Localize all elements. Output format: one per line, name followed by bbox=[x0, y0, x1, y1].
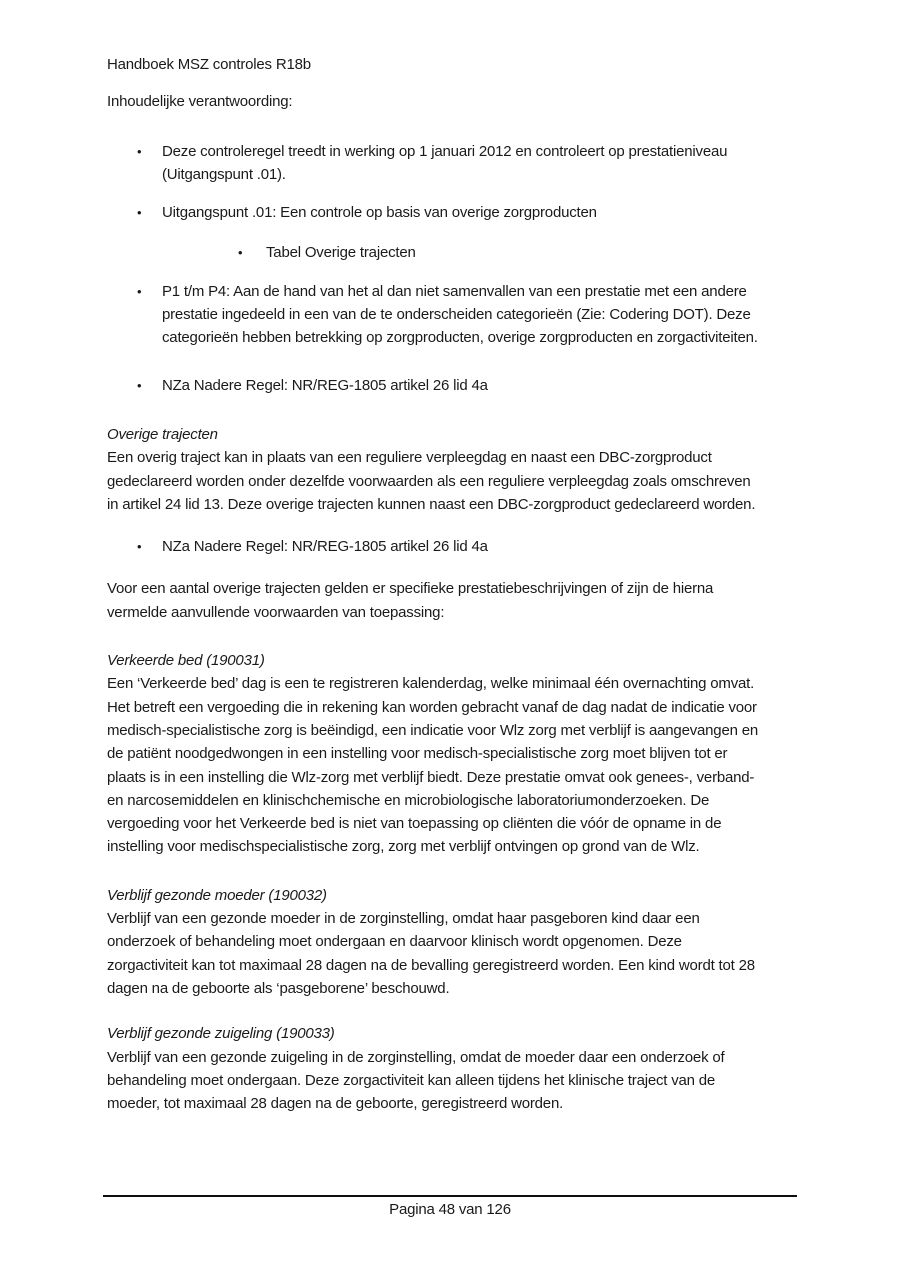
page-footer bbox=[103, 1195, 797, 1221]
section-heading-overige-trajecten: Overige trajecten bbox=[107, 425, 218, 443]
paragraph-voorwaarden: Voor een aantal overige trajecten gelden er specifieke prestatiebeschrijvingen of zijn de hierna vermelde aanvullende voorwaarden van toepassing: bbox=[107, 580, 714, 621]
page-header-title: Handboek MSZ controles R18b bbox=[107, 56, 311, 73]
bullet-text: NZa Nadere Regel: NR/REG-1805 artikel 26 lid 4a bbox=[162, 538, 488, 556]
paragraph-verkeerde-bed: Een ‘Verkeerde bed’ dag is een te registreren kalenderdag, welke minimaal één overnachting omvat. Het betreft een vergoeding die in rekening kan worden gebracht vanaf de dag nadat de indicatie voor medisch-specialistische zorg is beëindigd, een indicatie voor Wlz zorg met verblijf is aangevangen en de patiënt noodgedwongen in een instelling voor medisch-specialistische zorg moet blijven tot er plaats is in een instelling die Wlz-zorg met verblijf biedt. Deze prestatie omvat ook genees-, verband- en narcosemiddelen en klinischchemische en microbiologische laboratoriumonderzoeken. De vergoeding voor het Verkeerde bed is niet van toepassing op cliënten die vóór de opname in de instelling voor medischspecialistische zorg, zorg met verblijf ontvingen op grond van de Wlz. bbox=[107, 675, 758, 856]
page-number-label: Pagina 48 van 126 bbox=[389, 1201, 511, 1218]
bullet-text: Uitgangspunt .01: Een controle op basis van overige zorgproducten bbox=[162, 204, 597, 222]
bullet-item-controleregel bbox=[107, 140, 796, 187]
section-heading-gezonde-zuigeling: Verblijf gezonde zuigeling (190033) bbox=[107, 1025, 335, 1043]
section-heading-verkeerde-bed: Verkeerde bed (190031) bbox=[107, 652, 265, 670]
bullet-icon: • bbox=[137, 377, 142, 393]
bullet-text: Tabel Overige trajecten bbox=[266, 244, 416, 262]
bullet-item-uitgangspunt bbox=[107, 201, 796, 224]
intro-label: Inhoudelijke verantwoording: bbox=[107, 93, 293, 111]
bullet-item-nza-regel bbox=[107, 374, 796, 397]
bullet-icon: • bbox=[137, 143, 142, 159]
bullet-text: Deze controleregel treedt in werking op 1 januari 2012 en controleert op prestatieniveau (Uitgangspunt .01). bbox=[162, 142, 728, 183]
bullet-icon: • bbox=[137, 539, 142, 555]
bullet-icon: • bbox=[238, 245, 243, 261]
paragraph-gezonde-moeder: Verblijf van een gezonde moeder in de zorginstelling, omdat haar pasgeboren kind daar een onderzoek of behandeling moet ondergaan en daarvoor klinisch wordt opgenomen. Deze zorgactiviteit kan tot maximaal 28 dagen na de bevalling geregistreerd worden. Een kind wordt tot 28 dagen na de geboorte als ‘pasgeborene’ beschouwd. bbox=[107, 910, 755, 997]
bullet-item-p1-p4 bbox=[107, 280, 796, 350]
bullet-icon: • bbox=[137, 283, 142, 299]
bullet-item-nza-regel-2 bbox=[107, 535, 796, 558]
paragraph-overige-trajecten: Een overig traject kan in plaats van een reguliere verpleegdag en naast een DBC-zorgproduct gedeclareerd worden onder dezelfde voorwaarden als een reguliere verpleegdag zoals omschreven in artikel 24 lid 13. Deze overige trajecten kunnen naast een DBC-zorgproduct gedeclareerd worden. bbox=[107, 449, 756, 513]
bullet-text: NZa Nadere Regel: NR/REG-1805 artikel 26 lid 4a bbox=[162, 376, 488, 394]
bullet-text: P1 t/m P4: Aan de hand van het al dan niet samenvallen van een prestatie met een andere prestatie ingedeeld in een van de te onderscheiden categorieën (Zie: Codering DOT). Deze categorieën hebben betrekking op zorgproducten, overige zorgproducten en zorgactiviteiten. bbox=[162, 282, 758, 347]
paragraph-gezonde-zuigeling: Verblijf van een gezonde zuigeling in de zorginstelling, omdat de moeder daar een onderzoek of behandeling moet ondergaan. Deze zorgactiviteit kan alleen tijdens het klinische traject van de moeder, tot maximaal 28 dagen na de geboorte, geregistreerd worden. bbox=[107, 1048, 725, 1113]
bullet-icon: • bbox=[137, 205, 142, 221]
sub-bullet-item-tabel bbox=[107, 241, 796, 264]
section-heading-gezonde-moeder: Verblijf gezonde moeder (190032) bbox=[107, 886, 327, 904]
